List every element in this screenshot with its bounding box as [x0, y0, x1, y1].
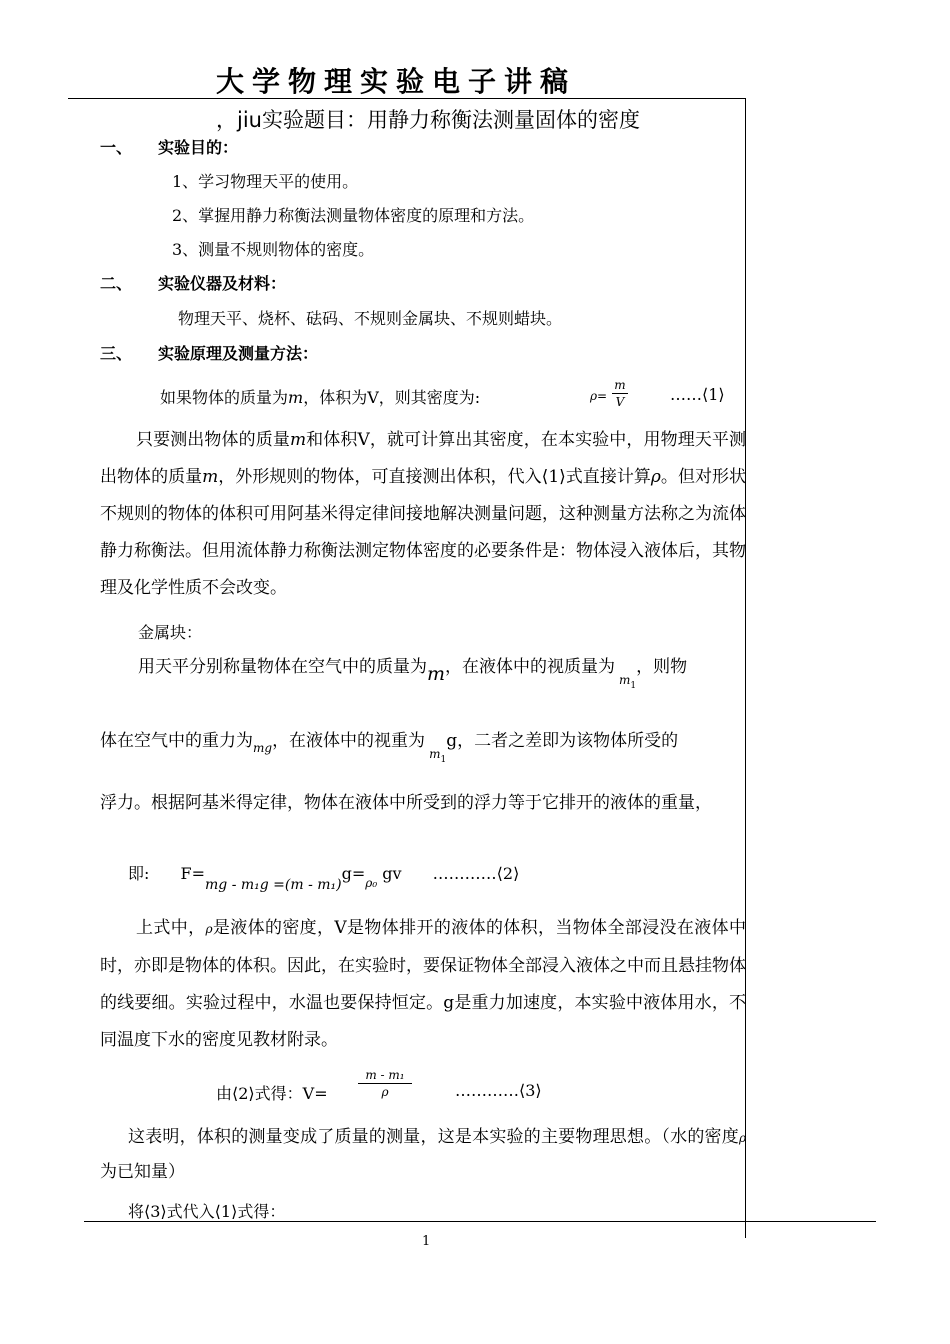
density-symbol: ρ — [650, 467, 661, 487]
metal-block-label: 金属块： — [138, 623, 203, 642]
para1-text-b: 和体积V，就可计算出其密度，在本实验中，用物理天平测出物体的质量 — [100, 430, 747, 487]
gravity-equals: g= — [341, 864, 366, 883]
purpose-item: 2、掌握用静力称衡法测量物体密度的原理和方法。 — [172, 206, 535, 225]
density-explanation — [100, 910, 746, 1059]
section-2-title: 实验仪器及材料： — [158, 274, 287, 293]
equation-3-fraction — [358, 1068, 412, 1099]
subscript-1: 1 — [630, 681, 637, 691]
principle-paragraph — [100, 422, 746, 607]
para2-text-a: 上式中， — [136, 918, 206, 938]
mass-symbol: m — [289, 430, 307, 450]
lecture-title: 大学物理实验电子讲稿 — [216, 65, 577, 98]
force-symbol: F= — [180, 864, 206, 883]
apparent-mass-symbol: m — [429, 747, 441, 761]
equation-1-lead-text-b: ，体积为V，则其密度为: — [303, 388, 481, 407]
purpose-item: 1、学习物理天平的使用。 — [172, 172, 359, 191]
equation-1-fraction — [612, 378, 628, 409]
apparent-mass-symbol: m — [619, 673, 631, 687]
section-2-number: 二、 — [100, 274, 133, 293]
liquid-density-symbol: ρ₀ — [365, 876, 378, 890]
metal-line-2-text-c: g，二者之差即为该物体所受的 — [446, 731, 679, 751]
experiment-title: ，jiu实验题目：用静力称衡法测量固体的密度 — [216, 108, 640, 132]
equation-2 — [128, 861, 520, 893]
metal-line-2-text-a: 体在空气中的重力为 — [100, 731, 253, 751]
materials-list: 物理天平、烧杯、砝码、不规则金属块、不规则蜡块。 — [178, 309, 563, 328]
metal-line-1-text-c: ，则物 — [636, 657, 688, 677]
page-number: 1 — [422, 1234, 431, 1249]
equation-3-tag: …………⟨3⟩ — [455, 1081, 542, 1100]
density-symbol: ρ — [738, 1131, 746, 1145]
metal-line-2-text-b: ，在液体中的视重为 — [272, 731, 426, 751]
equation-1-tag: ……⟨1⟩ — [670, 385, 725, 404]
equation-2-lead: 即: — [128, 864, 150, 883]
para1-text-d: 。但对形状不规则的物体的体积可用阿基米得定律间接地解决测量问题，这种测量方法称之为流体静力称衡法。但用流体静力称衡法测定物体密度的必要条件是：物体浸入液体后，其物理及化学性质不会改变。 — [100, 467, 747, 598]
mass-symbol: m — [288, 388, 304, 407]
metal-line-1 — [138, 652, 688, 691]
equation-2-tag: …………⟨2⟩ — [432, 864, 520, 883]
substitution-line: 将⟨3⟩式代入⟨1⟩式得： — [128, 1202, 286, 1221]
equation-1-lead — [160, 385, 480, 408]
section-3-title: 实验原理及测量方法： — [158, 344, 319, 363]
section-1-number: 一、 — [100, 138, 133, 157]
fraction-bar — [358, 1083, 412, 1084]
para2-text-b: 是液体的密度，V是物体排开的液体的体积，当物体全部浸没在液体中时，亦即是物体的体积。因此，在实验时，要保证物体全部浸入液体之中而且悬挂物体的线要细。实验过程中，水温也要保持恒定。g是重力加速度，本实验中液体用水，不同温度下水的密度见教材附录。 — [100, 918, 747, 1050]
header-rule — [68, 98, 746, 99]
footer-rule — [84, 1221, 876, 1222]
para1-text-a: 只要测出物体的质量 — [136, 430, 290, 450]
conclusion-paragraph — [100, 1120, 746, 1189]
section-1-title: 实验目的： — [158, 138, 239, 157]
purpose-item: 3、测量不规则物体的密度。 — [172, 240, 375, 259]
para3-text-a: 这表明，体积的测量变成了质量的测量，这是本实验的主要物理思想。（水的密度 — [128, 1127, 739, 1147]
equation-3-lead: 由⟨2⟩式得：V= — [216, 1084, 328, 1103]
fraction-numerator: m - m₁ — [365, 1068, 405, 1082]
buoyancy-text: 浮力。根据阿基米得定律，物体在液体中所受到的浮力等于它排开的液体的重量， — [100, 793, 712, 813]
fraction-denominator: ρ — [381, 1085, 389, 1099]
metal-line-1-text-b: ，在液体中的视质量为 — [445, 657, 616, 677]
mass-symbol: m — [202, 467, 219, 487]
para3-text-b: 为已知量） — [100, 1162, 185, 1182]
para1-text-c: ，外形规则的物体，可直接测出体积，代入⟨1⟩式直接计算 — [218, 467, 651, 487]
fraction-denominator: V — [615, 395, 625, 409]
force-expression: mg - m₁g =(m - m₁) — [205, 877, 342, 893]
gv-term: gv — [382, 864, 402, 883]
subscript-1: 1 — [440, 755, 447, 765]
mass-symbol: m — [427, 663, 446, 685]
weight-symbol: mg — [253, 741, 273, 755]
section-3-number: 三、 — [100, 344, 133, 363]
density-symbol: ρ — [205, 922, 213, 936]
metal-line-2 — [100, 726, 679, 765]
right-margin-rule — [745, 98, 746, 1238]
density-symbol: ρ= — [590, 389, 608, 403]
equation-1-lead-text-a: 如果物体的质量为 — [160, 388, 289, 407]
metal-line-1-text-a: 用天平分别称量物体在空气中的质量为 — [138, 657, 427, 677]
fraction-numerator: m — [614, 378, 626, 392]
fraction-bar — [612, 393, 628, 394]
